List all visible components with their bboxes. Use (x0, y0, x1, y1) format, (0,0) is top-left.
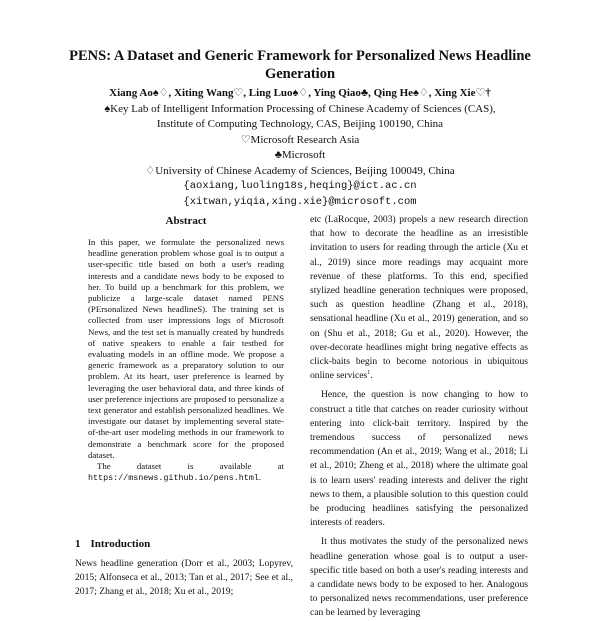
section-number: 1 (75, 538, 81, 550)
dataset-url-link[interactable]: https://msnews.github.io/pens.html (88, 473, 259, 484)
email-line-2: {xitwan,yiqia,xing.xie}@microsoft.com (183, 195, 417, 208)
affiliation-line-1: ♠Key Lab of Intelligent Information Processing of Chinese Academy of Sciences (CAS), (104, 102, 496, 115)
right-paragraph-1 (310, 213, 528, 383)
abstract-paragraph-1: In this paper, we formulate the personalized news headline generation problem whose goal is to output a user-specific title based on both a user's reading interests and a candidate news body to be exposed to her. To build up a benchmark for this problem, we publicize a large-scale dataset named PENS (PErsonalized News headlineS). The training set is collected from user impressions logs of Microsoft News, and the test set is manually created by hundreds of native speakers to enable a fair testbed for evaluating models in an offline mode. We propose a generic framework as a preparatory solution to our problem. At its heart, user preference is learned by leveraging the user behavioral data, and three kinds of user preference injections are proposed to personalize a text generator and establish personalized headlines. We investigate our dataset by implementing several state-of-the-art user modeling methods in our framework to demonstrate a benchmark score for the proposed dataset. (88, 237, 284, 460)
section-title: Introduction (90, 538, 151, 550)
right-paragraph-2: Hence, the question is now changing to how to construct a title that catches on reader curiosity without entering into click-bait territory. Inspired by the tremendous success of personalized news recommendation (An et al., 2019; Wang et al., 2018; Li et al., 2010; Zheng et al., 2018) where the ultimate goal is to learn users' reading interests and deliver the right news to them, a plausible solution to this question could be producing headlines satisfying the personalized interests of readers. (310, 389, 528, 529)
affiliation-line-2: Institute of Computing Technology, CAS, Beijing 100190, China (156, 118, 444, 130)
right-paragraph-3: It thus motivates the study of the personalized news headline generation whose goal is to output a user-specific title based on both a user's reading interests and a candidate news body to be exposed to her. Analogous to personalized news recommendations, user preference can be learned by leveraging (310, 536, 528, 619)
abstract-paragraph-2 (88, 461, 284, 484)
footnote-marker[interactable]: 1 (367, 370, 371, 377)
intro-left-column: News headline generation (Dorr et al., 2003; Lopyrev, 2015; Alfonseca et al., 2013; Tan et al., 2017; See et al., 2017; Zhang et al., 2018; Xu et al., 2019; (75, 558, 293, 598)
right-paragraph-1-end: . (370, 370, 373, 382)
abstract-body (88, 237, 284, 484)
author-names: Xiang Ao♠♢, Xiting Wang♡, Ling Luo♠♢, Ying Qiao♣, Qing He♠♢, Xing Xie♡† (109, 87, 491, 99)
abstract-availability-text: The dataset is available at (97, 461, 284, 472)
abstract-heading: Abstract (165, 215, 207, 227)
right-column (310, 213, 528, 621)
affiliation-line-4: ♣Microsoft (274, 149, 326, 161)
paper-title: PENS: A Dataset and Generic Framework for Personalized News Headline Generation (69, 48, 531, 82)
abstract-end-punct: . (258, 472, 262, 483)
affiliation-line-5: ♢University of Chinese Academy of Sciences, Beijing 100049, China (145, 164, 455, 177)
author-block (30, 86, 570, 210)
affiliation-line-3: ♡Microsoft Research Asia (240, 133, 360, 146)
email-line-1: {aoxiang,luoling18s,heqing}@ict.ac.cn (183, 180, 417, 192)
intro-heading (75, 538, 150, 550)
right-paragraph-1-text: etc (LaRocque, 2003) propels a new research direction that how to decorate the headline as an irresistible invitation to users for reading through the article (Xu et al., 2019) since more readings may acquaint more revenue of these platforms. To this end, specified stylized headline generation techniques were proposed, such as question headline (Zhang et al., 2018), sensational headline (Xu et al., 2019) generation, and so on (Shu et al., 2018; Gu et al., 2020). However, the over-decorate headlines might bring negative effects as click-baits begin to become notorious in ubiquitous online services (310, 214, 528, 382)
